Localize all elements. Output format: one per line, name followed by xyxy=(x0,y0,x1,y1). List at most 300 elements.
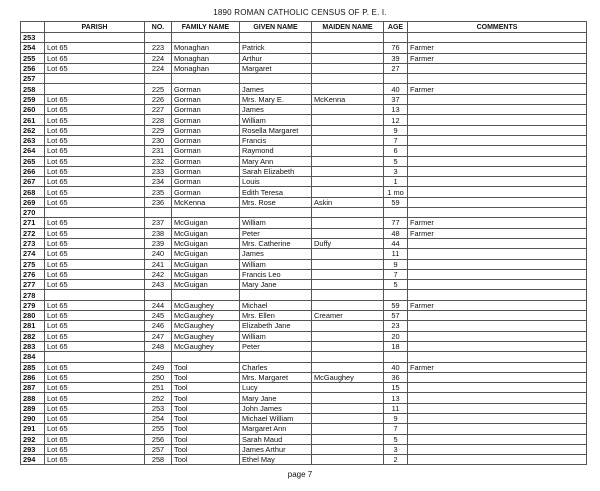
table-row xyxy=(21,218,587,228)
family-name-cell: Tool xyxy=(172,362,240,372)
given-name-cell: Louis xyxy=(240,177,312,187)
age-cell: 13 xyxy=(384,393,408,403)
given-name-cell: Mrs. Ellen xyxy=(240,311,312,321)
page-number: page 7 xyxy=(287,470,313,479)
family-name-cell: McGaughey xyxy=(172,341,240,351)
maiden-name-cell xyxy=(312,43,384,53)
comments-cell xyxy=(408,269,587,279)
age-cell: 9 xyxy=(384,413,408,423)
row-number-cell: 292 xyxy=(21,434,45,444)
row-number-cell: 277 xyxy=(21,280,45,290)
row-number-cell: 290 xyxy=(21,413,45,423)
row-number-cell: 289 xyxy=(21,403,45,413)
no-cell: 252 xyxy=(145,393,172,403)
family-name-cell: Monaghan xyxy=(172,63,240,73)
parish-cell: Lot 65 xyxy=(45,269,145,279)
row-number-cell: 273 xyxy=(21,238,45,248)
age-cell: 6 xyxy=(384,146,408,156)
column-header-no: NO. xyxy=(145,22,172,33)
given-name-cell: Charles xyxy=(240,362,312,372)
table-row xyxy=(21,177,587,187)
comments-cell xyxy=(408,352,587,362)
family-name-cell: McGaughey xyxy=(172,300,240,310)
parish-cell: Lot 65 xyxy=(45,94,145,104)
age-cell: 48 xyxy=(384,228,408,238)
no-cell: 245 xyxy=(145,311,172,321)
maiden-name-cell xyxy=(312,208,384,218)
parish-cell xyxy=(45,74,145,84)
maiden-name-cell: McGaughey xyxy=(312,372,384,382)
given-name-cell: James Arthur xyxy=(240,444,312,454)
given-name-cell: Mrs. Mary E. xyxy=(240,94,312,104)
age-cell: 40 xyxy=(384,362,408,372)
column-header-age: AGE xyxy=(384,22,408,33)
no-cell: 247 xyxy=(145,331,172,341)
age-cell: 7 xyxy=(384,269,408,279)
parish-cell: Lot 65 xyxy=(45,228,145,238)
maiden-name-cell xyxy=(312,135,384,145)
table-row xyxy=(21,280,587,290)
maiden-name-cell xyxy=(312,228,384,238)
age-cell: 36 xyxy=(384,372,408,382)
no-cell: 234 xyxy=(145,177,172,187)
maiden-name-cell xyxy=(312,125,384,135)
family-name-cell: McGuigan xyxy=(172,249,240,259)
column-header-row-number xyxy=(21,22,45,33)
family-name-cell xyxy=(172,352,240,362)
no-cell: 236 xyxy=(145,197,172,207)
maiden-name-cell xyxy=(312,434,384,444)
table-row xyxy=(21,362,587,372)
row-number-cell: 256 xyxy=(21,63,45,73)
no-cell: 253 xyxy=(145,403,172,413)
no-cell xyxy=(145,290,172,300)
parish-cell: Lot 65 xyxy=(45,280,145,290)
family-name-cell: Tool xyxy=(172,434,240,444)
given-name-cell: Francis Leo xyxy=(240,269,312,279)
comments-cell xyxy=(408,187,587,197)
age-cell: 7 xyxy=(384,135,408,145)
given-name-cell xyxy=(240,33,312,43)
no-cell: 227 xyxy=(145,105,172,115)
given-name-cell xyxy=(240,352,312,362)
table-row xyxy=(21,383,587,393)
age-cell: 37 xyxy=(384,94,408,104)
no-cell: 224 xyxy=(145,53,172,63)
no-cell: 223 xyxy=(145,43,172,53)
table-row xyxy=(21,156,587,166)
parish-cell: Lot 65 xyxy=(45,331,145,341)
age-cell: 39 xyxy=(384,53,408,63)
age-cell: 3 xyxy=(384,444,408,454)
family-name-cell: McGuigan xyxy=(172,228,240,238)
given-name-cell: Michael William xyxy=(240,413,312,423)
row-number-cell: 260 xyxy=(21,105,45,115)
no-cell: 257 xyxy=(145,444,172,454)
row-number-cell: 275 xyxy=(21,259,45,269)
table-row xyxy=(21,331,587,341)
age-cell xyxy=(384,290,408,300)
age-cell: 9 xyxy=(384,259,408,269)
no-cell: 255 xyxy=(145,424,172,434)
given-name-cell: Sarah Elizabeth xyxy=(240,166,312,176)
parish-cell xyxy=(45,84,145,94)
given-name-cell xyxy=(240,208,312,218)
given-name-cell: Mrs. Catherine xyxy=(240,238,312,248)
comments-cell xyxy=(408,135,587,145)
given-name-cell: Edith Teresa xyxy=(240,187,312,197)
maiden-name-cell xyxy=(312,403,384,413)
table-row xyxy=(21,455,587,465)
given-name-cell: Rosella Margaret xyxy=(240,125,312,135)
age-cell: 59 xyxy=(384,300,408,310)
no-cell: 251 xyxy=(145,383,172,393)
maiden-name-cell xyxy=(312,352,384,362)
given-name-cell: Mary Jane xyxy=(240,393,312,403)
table-row xyxy=(21,393,587,403)
table-row xyxy=(21,146,587,156)
family-name-cell: Gorman xyxy=(172,146,240,156)
family-name-cell: Tool xyxy=(172,403,240,413)
family-name-cell: Monaghan xyxy=(172,43,240,53)
comments-cell xyxy=(408,383,587,393)
parish-cell: Lot 65 xyxy=(45,321,145,331)
parish-cell: Lot 65 xyxy=(45,156,145,166)
comments-cell xyxy=(408,413,587,423)
row-number-cell: 266 xyxy=(21,166,45,176)
column-header-given-name: GIVEN NAME xyxy=(240,22,312,33)
age-cell: 57 xyxy=(384,311,408,321)
page-title: 1890 ROMAN CATHOLIC CENSUS OF P. E. I. xyxy=(213,8,387,17)
comments-cell: Farmer xyxy=(408,84,587,94)
maiden-name-cell xyxy=(312,424,384,434)
table-row xyxy=(21,249,587,259)
maiden-name-cell xyxy=(312,53,384,63)
row-number-cell: 278 xyxy=(21,290,45,300)
maiden-name-cell xyxy=(312,156,384,166)
age-cell: 5 xyxy=(384,156,408,166)
parish-cell: Lot 65 xyxy=(45,383,145,393)
row-number-cell: 286 xyxy=(21,372,45,382)
no-cell: 240 xyxy=(145,249,172,259)
table-row xyxy=(21,135,587,145)
maiden-name-cell xyxy=(312,413,384,423)
row-number-cell: 263 xyxy=(21,135,45,145)
comments-cell: Farmer xyxy=(408,300,587,310)
maiden-name-cell xyxy=(312,444,384,454)
census-table xyxy=(20,21,587,465)
age-cell: 1 mo xyxy=(384,187,408,197)
comments-cell xyxy=(408,94,587,104)
row-number-cell: 269 xyxy=(21,197,45,207)
family-name-cell: Tool xyxy=(172,372,240,382)
given-name-cell: Peter xyxy=(240,228,312,238)
table-row xyxy=(21,115,587,125)
family-name-cell xyxy=(172,74,240,84)
age-cell: 5 xyxy=(384,434,408,444)
comments-cell xyxy=(408,372,587,382)
parish-cell xyxy=(45,33,145,43)
maiden-name-cell xyxy=(312,33,384,43)
row-number-cell: 253 xyxy=(21,33,45,43)
comments-cell xyxy=(408,166,587,176)
row-number-cell: 265 xyxy=(21,156,45,166)
maiden-name-cell xyxy=(312,259,384,269)
row-number-cell: 254 xyxy=(21,43,45,53)
age-cell: 44 xyxy=(384,238,408,248)
parish-cell xyxy=(45,352,145,362)
maiden-name-cell xyxy=(312,383,384,393)
comments-cell: Farmer xyxy=(408,362,587,372)
table-row xyxy=(21,125,587,135)
family-name-cell xyxy=(172,290,240,300)
maiden-name-cell xyxy=(312,321,384,331)
family-name-cell: Tool xyxy=(172,424,240,434)
row-number-cell: 271 xyxy=(21,218,45,228)
given-name-cell xyxy=(240,290,312,300)
table-row xyxy=(21,444,587,454)
parish-cell: Lot 65 xyxy=(45,105,145,115)
no-cell: 241 xyxy=(145,259,172,269)
column-header-family-name: FAMILY NAME xyxy=(172,22,240,33)
row-number-cell: 285 xyxy=(21,362,45,372)
family-name-cell: Tool xyxy=(172,413,240,423)
no-cell: 229 xyxy=(145,125,172,135)
family-name-cell: Tool xyxy=(172,455,240,465)
family-name-cell: Gorman xyxy=(172,105,240,115)
no-cell: 226 xyxy=(145,94,172,104)
age-cell: 3 xyxy=(384,166,408,176)
maiden-name-cell xyxy=(312,331,384,341)
table-row xyxy=(21,413,587,423)
family-name-cell: Gorman xyxy=(172,84,240,94)
given-name-cell: James xyxy=(240,105,312,115)
row-number-cell: 291 xyxy=(21,424,45,434)
maiden-name-cell xyxy=(312,393,384,403)
maiden-name-cell xyxy=(312,74,384,84)
table-row xyxy=(21,197,587,207)
given-name-cell: Michael xyxy=(240,300,312,310)
parish-cell: Lot 65 xyxy=(45,125,145,135)
no-cell: 249 xyxy=(145,362,172,372)
comments-cell: Farmer xyxy=(408,228,587,238)
row-number-cell: 272 xyxy=(21,228,45,238)
maiden-name-cell xyxy=(312,290,384,300)
parish-cell: Lot 65 xyxy=(45,403,145,413)
row-number-cell: 274 xyxy=(21,249,45,259)
given-name-cell: William xyxy=(240,259,312,269)
comments-cell xyxy=(408,208,587,218)
family-name-cell xyxy=(172,33,240,43)
given-name-cell: Lucy xyxy=(240,383,312,393)
given-name-cell: Mary Ann xyxy=(240,156,312,166)
parish-cell: Lot 65 xyxy=(45,300,145,310)
age-cell: 23 xyxy=(384,321,408,331)
age-cell xyxy=(384,208,408,218)
given-name-cell: Margaret xyxy=(240,63,312,73)
table-row xyxy=(21,63,587,73)
comments-cell xyxy=(408,290,587,300)
table-row xyxy=(21,228,587,238)
family-name-cell: Gorman xyxy=(172,187,240,197)
maiden-name-cell xyxy=(312,362,384,372)
row-number-cell: 264 xyxy=(21,146,45,156)
maiden-name-cell xyxy=(312,166,384,176)
age-cell: 11 xyxy=(384,249,408,259)
comments-cell xyxy=(408,331,587,341)
parish-cell: Lot 65 xyxy=(45,249,145,259)
row-number-cell: 287 xyxy=(21,383,45,393)
table-row xyxy=(21,74,587,84)
comments-cell xyxy=(408,249,587,259)
no-cell xyxy=(145,352,172,362)
maiden-name-cell xyxy=(312,105,384,115)
maiden-name-cell: Askin xyxy=(312,197,384,207)
table-row xyxy=(21,43,587,53)
maiden-name-cell xyxy=(312,249,384,259)
parish-cell: Lot 65 xyxy=(45,372,145,382)
comments-cell xyxy=(408,197,587,207)
age-cell: 9 xyxy=(384,125,408,135)
no-cell: 242 xyxy=(145,269,172,279)
no-cell: 248 xyxy=(145,341,172,351)
parish-cell: Lot 65 xyxy=(45,424,145,434)
family-name-cell: Gorman xyxy=(172,125,240,135)
no-cell: 239 xyxy=(145,238,172,248)
age-cell: 18 xyxy=(384,341,408,351)
row-number-cell: 261 xyxy=(21,115,45,125)
row-number-cell: 281 xyxy=(21,321,45,331)
family-name-cell xyxy=(172,208,240,218)
given-name-cell: Mary Jane xyxy=(240,280,312,290)
table-row xyxy=(21,424,587,434)
age-cell: 7 xyxy=(384,424,408,434)
parish-cell: Lot 65 xyxy=(45,115,145,125)
parish-cell xyxy=(45,290,145,300)
age-cell: 40 xyxy=(384,84,408,94)
table-row xyxy=(21,269,587,279)
parish-cell: Lot 65 xyxy=(45,146,145,156)
comments-cell xyxy=(408,311,587,321)
given-name-cell: Mrs. Margaret xyxy=(240,372,312,382)
no-cell: 224 xyxy=(145,63,172,73)
parish-cell: Lot 65 xyxy=(45,63,145,73)
family-name-cell: Gorman xyxy=(172,156,240,166)
age-cell: 5 xyxy=(384,280,408,290)
row-number-cell: 283 xyxy=(21,341,45,351)
given-name-cell: James xyxy=(240,249,312,259)
table-row xyxy=(21,290,587,300)
age-cell: 15 xyxy=(384,383,408,393)
age-cell xyxy=(384,33,408,43)
parish-cell: Lot 65 xyxy=(45,444,145,454)
parish-cell: Lot 65 xyxy=(45,43,145,53)
age-cell: 76 xyxy=(384,43,408,53)
age-cell: 77 xyxy=(384,218,408,228)
no-cell: 233 xyxy=(145,166,172,176)
age-cell: 59 xyxy=(384,197,408,207)
parish-cell: Lot 65 xyxy=(45,362,145,372)
row-number-cell: 276 xyxy=(21,269,45,279)
family-name-cell: McGuigan xyxy=(172,269,240,279)
row-number-cell: 258 xyxy=(21,84,45,94)
maiden-name-cell xyxy=(312,455,384,465)
family-name-cell: McGuigan xyxy=(172,218,240,228)
given-name-cell: Sarah Maud xyxy=(240,434,312,444)
comments-cell xyxy=(408,146,587,156)
maiden-name-cell xyxy=(312,280,384,290)
row-number-cell: 282 xyxy=(21,331,45,341)
comments-cell xyxy=(408,393,587,403)
parish-cell xyxy=(45,208,145,218)
no-cell: 254 xyxy=(145,413,172,423)
given-name-cell: James xyxy=(240,84,312,94)
family-name-cell: Gorman xyxy=(172,177,240,187)
given-name-cell: Ethel May xyxy=(240,455,312,465)
parish-cell: Lot 65 xyxy=(45,238,145,248)
row-number-cell: 284 xyxy=(21,352,45,362)
age-cell: 27 xyxy=(384,63,408,73)
maiden-name-cell: McKenna xyxy=(312,94,384,104)
parish-cell: Lot 65 xyxy=(45,393,145,403)
comments-cell xyxy=(408,125,587,135)
no-cell xyxy=(145,74,172,84)
family-name-cell: Gorman xyxy=(172,115,240,125)
age-cell: 1 xyxy=(384,177,408,187)
family-name-cell: Gorman xyxy=(172,94,240,104)
row-number-cell: 257 xyxy=(21,74,45,84)
given-name-cell: Patrick xyxy=(240,43,312,53)
family-name-cell: Tool xyxy=(172,383,240,393)
family-name-cell: McGaughey xyxy=(172,331,240,341)
comments-cell xyxy=(408,403,587,413)
header-row xyxy=(21,22,587,33)
comments-cell xyxy=(408,424,587,434)
parish-cell: Lot 65 xyxy=(45,311,145,321)
comments-cell xyxy=(408,444,587,454)
no-cell: 258 xyxy=(145,455,172,465)
row-number-cell: 259 xyxy=(21,94,45,104)
table-row xyxy=(21,403,587,413)
family-name-cell: McGaughey xyxy=(172,311,240,321)
comments-cell xyxy=(408,280,587,290)
comments-cell xyxy=(408,341,587,351)
comments-cell xyxy=(408,238,587,248)
no-cell: 238 xyxy=(145,228,172,238)
table-row xyxy=(21,259,587,269)
family-name-cell: Monaghan xyxy=(172,53,240,63)
comments-cell xyxy=(408,434,587,444)
comments-cell xyxy=(408,177,587,187)
comments-cell xyxy=(408,455,587,465)
table-row xyxy=(21,311,587,321)
no-cell: 230 xyxy=(145,135,172,145)
no-cell: 250 xyxy=(145,372,172,382)
maiden-name-cell xyxy=(312,146,384,156)
age-cell: 12 xyxy=(384,115,408,125)
table-row xyxy=(21,208,587,218)
row-number-cell: 270 xyxy=(21,208,45,218)
parish-cell: Lot 65 xyxy=(45,197,145,207)
no-cell: 244 xyxy=(145,300,172,310)
family-name-cell: Gorman xyxy=(172,166,240,176)
table-row xyxy=(21,352,587,362)
family-name-cell: McGaughey xyxy=(172,321,240,331)
table-row xyxy=(21,300,587,310)
no-cell: 232 xyxy=(145,156,172,166)
comments-cell xyxy=(408,321,587,331)
no-cell: 231 xyxy=(145,146,172,156)
